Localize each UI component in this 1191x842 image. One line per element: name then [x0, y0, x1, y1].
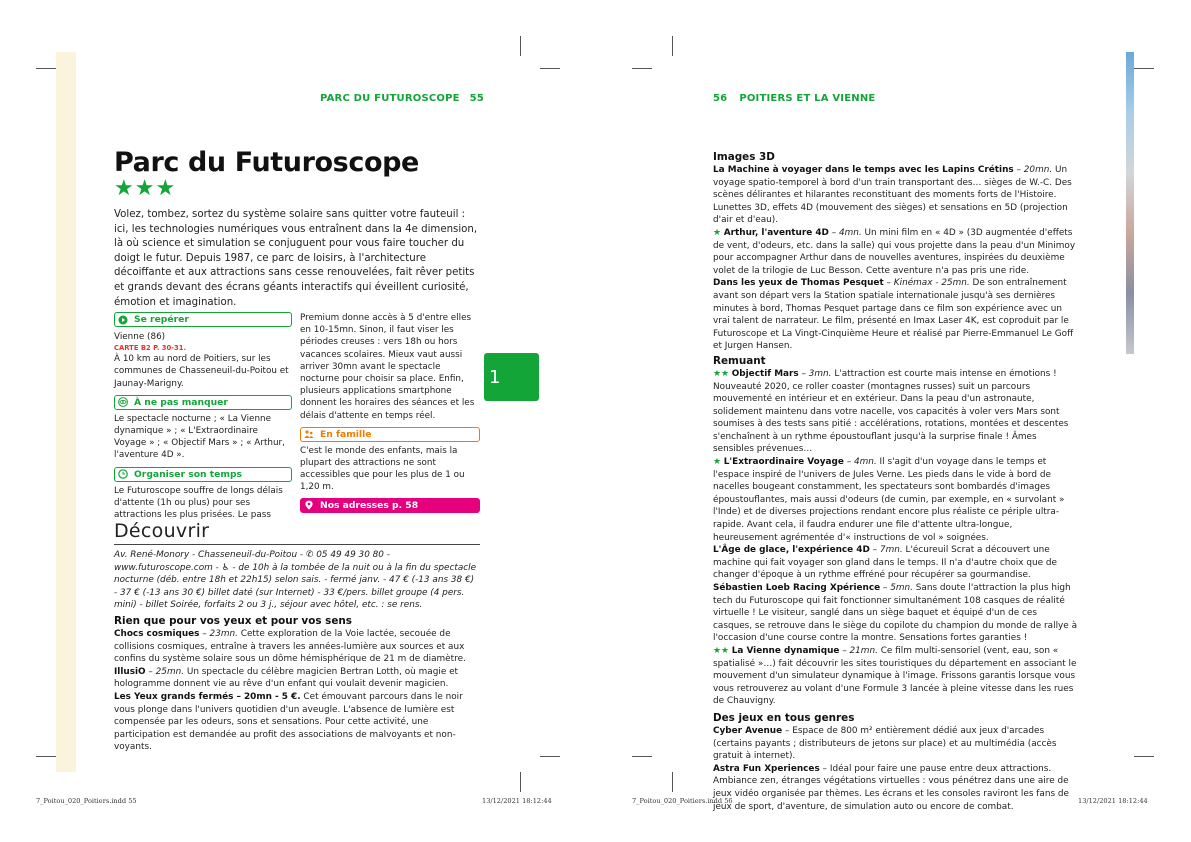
organiser-text: Le Futuroscope souffre de longs délais d'attente (1h ou plus) pour ses attractions les plus prisées. Le pass — [114, 485, 283, 521]
attraction-entry — [713, 763, 1078, 813]
slug-stamp-right: 13/12/2021 18:12:44 — [1078, 797, 1148, 805]
crop-mark — [632, 756, 652, 757]
crop-mark — [1134, 68, 1154, 69]
images3d-heading: Images 3D — [713, 151, 775, 163]
attraction-text: De son entraînement avant son départ vers la Station spatiale internationale jusqu'à ses dernières minutes à bord, Thomas Pesquet partage dans ce film son expérience avec un vrai talent de narrateur. Le film, présenté en Imax Laser 4K, est coproduit par le Futuroscope et La Vingt-Cinquième Heure et réalisé par Pierre-Emmanuel Le Goff et Jurgen Hansen. — [713, 278, 1074, 352]
attraction-meta: – Kinémax - 25mn. — [883, 278, 970, 289]
attraction-name: Objectif Mars — [731, 368, 799, 379]
slug-file-right: 7_Poitou_020_Poitiers.indd 56 — [632, 797, 733, 805]
attraction-name: Astra Fun Xperiences — [713, 763, 820, 774]
attraction-text: Sans doute l'attraction la plus high tech du Futuroscope qui fait fonctionner simultanément 108 casques de réalité virtuelle ! Le visiteur, sanglé dans un siège baquet et équipé d'un de ces casques, se retrouve dans le siège du copilote du champion du monde de rallye à l'occasion d'une course contre la montre. Sensations fortes garanties ! — [713, 583, 1078, 644]
rating-stars: ★★★ — [114, 176, 177, 201]
attraction-meta: – 25mn. — [145, 666, 185, 677]
slug-stamp-left: 13/12/2021 18:12:44 — [482, 797, 552, 805]
map-pin-icon — [304, 500, 314, 510]
attraction-name: Chocs cosmiques — [114, 628, 200, 639]
section-rule — [114, 544, 480, 545]
page-title: Parc du Futuroscope — [114, 147, 419, 178]
attraction-meta: – 4mn. — [828, 227, 862, 238]
article-header — [114, 148, 480, 310]
page-bleed-strip — [56, 52, 76, 772]
attraction-text: Idéal pour faire une pause entre deux attractions. Ambiance zen, étranges végétations virtuelles : vous pénétrez dans une aire de jeux vidéo organisée par thèmes. Les écrans et les consoles raviront les fans de jeux de sport, d'aventure, de simulation auto ou encore de combat. — [713, 763, 1070, 812]
crop-mark — [540, 756, 560, 757]
running-head-left — [320, 93, 484, 104]
slug-file-left: 7_Poitou_020_Poitiers.indd 55 — [36, 797, 137, 805]
eye-icon — [118, 397, 128, 407]
attraction-text: Ce film multi-sensoriel (vent, eau, son « spatialisé »…) fait découvrir les sites touristiques du département en associant le mouvement d'un simulateur dynamique à l'image. Frissons garantis lorsque vous vous retrouverez au volant d'une Formule 3 lancée à pleine vitesse dans les rues de Chauvigny. — [713, 645, 1077, 707]
nos-adresses-banner[interactable] — [300, 498, 480, 513]
practical-info: Av. René-Monory - Chasseneuil-du-Poitou - ✆ 05 49 49 30 80 - www.futuroscope.com - ♿ - de 10h à la tombée de la nuit ou à la fin du spectacle nocturne (déb. entre 18h et 22h15) selon sais. - fermé janv. - 47 € (-13 ans 38 €) - 37 € (-13 ans 30 €) billet daté (sur Internet) - 33 €/pers. billet groupe (4 pers. mini) - billet Soirée, forfaits 2 ou 3 j., séjour avec hôtel, etc. : se rens. — [114, 550, 477, 611]
star-rating: ★★ — [713, 368, 732, 379]
attraction-name: Arthur, l'aventure 4D — [723, 227, 829, 238]
attraction-entry — [114, 628, 480, 666]
attraction-entry — [114, 666, 480, 691]
star-rating: ★ — [713, 227, 724, 238]
organiser-heading — [114, 467, 292, 482]
nos-adresses-label: Nos adresses p. 58 — [320, 499, 419, 511]
clock-icon — [118, 469, 128, 479]
attraction-entry — [713, 164, 1078, 227]
crop-mark — [36, 756, 56, 757]
map-reference: CARTE B2 P. 30-31. — [114, 344, 187, 353]
decouvrir-heading: Découvrir — [114, 520, 210, 542]
page-number: 55 — [469, 93, 484, 104]
crop-mark — [1134, 756, 1154, 757]
photo-bleed-strip — [1126, 52, 1134, 354]
running-head-right — [713, 93, 875, 104]
attraction-meta: – 20mn - 5 €. — [233, 691, 301, 702]
ne-pas-manquer-label: À ne pas manquer — [134, 396, 228, 408]
attraction-entry — [713, 368, 1078, 456]
crop-mark — [520, 36, 521, 56]
attraction-text: L'attraction est courte mais intense en émotions ! Nouveauté 2020, ce roller coaster (montagnes russes) suit un parcours mouvementé en intérieur et en extérieur. Dans la peau d'un astronaute, solidement maintenu dans votre nacelle, vos capacités à voler vers Mars sont soumises à des tests sans pitié : accélérations, rotations, montées et descentes s'enchaînent à un rythme époustouflant jusqu'à la surprise finale ! Âmes sensibles prévenues… — [713, 368, 1069, 455]
attraction-name: L'Âge de glace, l'expérience 4D — [713, 545, 870, 556]
page-number: 56 — [713, 93, 728, 104]
attraction-name: L'Extraordinaire Voyage — [723, 457, 844, 468]
se-reperer-heading — [114, 312, 292, 327]
attraction-meta: – 3mn. — [798, 368, 832, 379]
attraction-meta: – 5mn. — [880, 583, 913, 593]
star-rating: ★★ — [713, 645, 732, 656]
attraction-name: Les Yeux grands fermés — [114, 691, 234, 702]
attraction-name: La Vienne dynamique — [731, 645, 840, 656]
attraction-name: IllusiO — [114, 666, 146, 677]
subsection-heading: Rien que pour vos yeux et pour vos sens — [114, 614, 352, 627]
family-icon — [304, 429, 314, 439]
en-famille-label: En famille — [320, 428, 372, 440]
attraction-entry — [713, 456, 1078, 544]
crop-mark — [520, 772, 521, 792]
attraction-text: Cette exploration de la Voie lactée, secouée de collisions cosmiques, entraîne à travers les années-lumière aux sources et aux confins du système solaire sous un dôme hémisphérique de 21 m de diamètre. — [114, 628, 466, 665]
attraction-meta: – — [782, 725, 790, 736]
pass-text: Premium donne accès à 5 d'entre elles en 10-15mn. Sinon, il faut viser les périodes creuses : vers 18h ou hors vacances scolaires. Mieux vaut aussi arriver 30mn avant le spectacle nocturne pour choisir sa place. Enfin, plusieurs applications smartphone donnent les horaires des séances et les délais d'attente en temps réel. — [300, 313, 475, 421]
crop-mark — [632, 68, 652, 69]
running-head-title: POITIERS ET LA VIENNE — [739, 93, 876, 104]
running-head-title: PARC DU FUTUROSCOPE — [320, 93, 460, 104]
attraction-text: Espace de 800 m² entièrement dédié aux jeux d'arcades (certains payants ; distributeurs de jetons sur place) et au multimédia (accès gratuit à internet). — [713, 725, 1057, 762]
attraction-meta: – 4mn. — [843, 457, 877, 468]
chapter-tab — [484, 353, 539, 401]
organiser-label: Organiser son temps — [134, 468, 242, 480]
attraction-text: L'écureuil Scrat a découvert une machine qui fait voyager son gland dans le temps. Il n'a d'autre choix que de changer d'époque à un rythme effréné pour récupérer sa gourmandise. — [713, 545, 1057, 581]
compass-icon — [118, 315, 128, 325]
attraction-entry — [713, 544, 1078, 582]
attraction-text: Il s'agit d'un voyage dans le temps et l'espace inspiré de l'univers de Jules Verne. Les pieds dans le vide à bord de nacelles bougeant constamment, les spectateurs sont bombardés d'images époustouflantes, mais aussi d'odeurs (de cumin, par exemple, en « survolant » l'Inde) et de diverses projections rendant encore plus réaliste ce périple ultra-rapide. Avant cela, il faudra endurer une file d'attente ultra-longue, heureusement agrémentée d'« instructions de vol » soignées. — [713, 457, 1065, 543]
chapter-number: 1 — [489, 367, 501, 388]
attraction-meta: – — [819, 763, 827, 774]
attraction-name: Dans les yeux de Thomas Pesquet — [713, 278, 884, 289]
decouvrir-section — [114, 520, 480, 754]
jeux-heading: Des jeux en tous genres — [713, 711, 855, 724]
region-line: Vienne (86) — [114, 332, 166, 342]
right-page-content — [713, 151, 1078, 813]
location-text: À 10 km au nord de Poitiers, sur les communes de Chasseneuil-du-Poitou et Jaunay-Marigny. — [114, 354, 289, 389]
crop-mark — [672, 36, 673, 56]
ne-pas-manquer-heading — [114, 395, 292, 410]
info-column-right — [300, 312, 480, 513]
attraction-entry — [713, 645, 1078, 708]
attraction-entry — [713, 725, 1078, 763]
attraction-name: Sébastien Loeb Racing Xpérience — [713, 583, 881, 593]
crop-mark — [36, 68, 56, 69]
intro-paragraph: Volez, tombez, sortez du système solaire sans quitter votre fauteuil : ici, les technologies numériques vous entraînent dans la 4e dimension, là où science et simulation se conjuguent pour vous faire toucher du doigt le futur. Depuis 1987, ce parc de loisirs, à l'architecture décoiffante et aux attractions sans cesse renouvelées, fait rêver petits et grands devant des écrans géants interactifs qui éveillent curiosité, émotion et imagination. — [114, 209, 478, 308]
attraction-meta: – 23mn. — [199, 628, 238, 639]
attraction-text: Cet émouvant parcours dans le noir vous plonge dans l'univers quotidien d'un aveugle. L'absence de lumière est compensée par les odeurs, sons et sensations. Pour cette activité, une participation est demandée au profit des associations de malvoyants et non-voyants. — [114, 691, 463, 753]
attraction-text: Un spectacle du célèbre magicien Bertran Lotth, où magie et hologramme donnent vie au rêve d'un enfant qui voulait devenir magicien. — [114, 666, 459, 690]
attraction-name: La Machine à voyager dans le temps avec les Lapins Crétins — [713, 165, 1014, 175]
attraction-meta: – 21mn. — [839, 645, 878, 656]
crop-mark — [540, 68, 560, 69]
star-rating: ★ — [713, 457, 724, 468]
attraction-entry — [713, 277, 1078, 353]
attraction-name: Cyber Avenue — [713, 725, 783, 736]
remuant-heading: Remuant — [713, 354, 766, 367]
attraction-entry — [713, 582, 1078, 645]
en-famille-heading — [300, 427, 480, 442]
en-famille-text: C'est le monde des enfants, mais la plupart des attractions ne sont accessibles que pour les plus de 1 ou 1,20 m. — [300, 445, 465, 493]
crop-mark — [672, 772, 673, 792]
attraction-text: Un voyage spatio-temporel à bord d'un train transportant des… sièges de W.-C. Des scènes délirantes et hilarantes reconstituant des moments forts de l'Histoire. Lunettes 3D, effets 4D (mouvement des sièges) et sensations en 5D (projection d'air et d'eau). — [713, 165, 1072, 226]
attraction-text: Un mini film en « 4D » (3D augmentée d'effets de vent, d'odeurs, etc. dans la salle) qui vous projette dans la peau d'un Minimoy pour accompagner Arthur dans de nouvelles aventures, inspirées du deuxième volet de la trilogie de Luc Besson. Cette aventure n'a pas pris une ride. — [713, 227, 1076, 276]
highlights-text: Le spectacle nocturne ; « La Vienne dynamique » ; « L'Extraordinaire Voyage » ; « Objectif Mars » ; « Arthur, l'aventure 4D ». — [114, 413, 285, 461]
attraction-entry — [114, 691, 480, 754]
attraction-meta: – 20mn. — [1013, 165, 1053, 175]
attraction-meta: – 7mn. — [869, 545, 903, 556]
attraction-entry — [713, 227, 1078, 277]
info-column-left — [114, 312, 292, 521]
se-reperer-label: Se repérer — [134, 314, 189, 325]
